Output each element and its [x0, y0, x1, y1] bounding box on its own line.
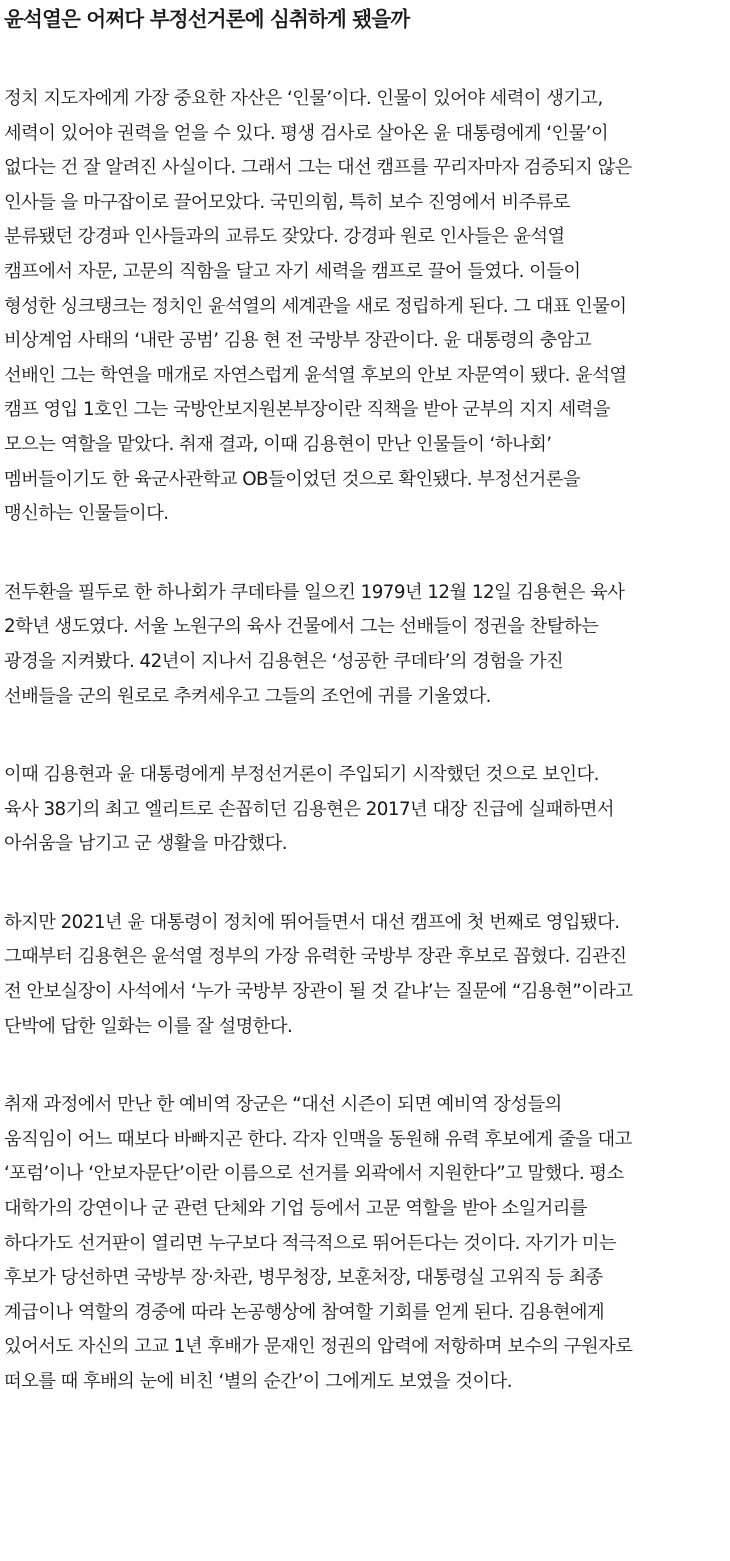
paragraph-line: 광경을 지켜봤다. 42년이 지나서 김용현은 ‘성공한 쿠데타’의 경험을 가진: [4, 650, 564, 672]
paragraph-line: 그때부터 김용현은 윤석열 정부의 가장 유력한 국방부 장관 후보로 꼽혔다. 김관진: [4, 946, 627, 968]
article-paragraph: [4, 576, 724, 714]
paragraph-line: 떠오를 때 후배의 눈에 비친 ‘별의 순간’이 그에게도 보였을 것이다.: [4, 1371, 512, 1392]
paragraph-line: 2학년 생도였다. 서울 노원구의 육사 건물에서 그는 선배들이 정권을 찬탈하는: [4, 616, 599, 638]
paragraph-line: 모으는 역할을 맡았다. 취재 결과, 이때 김용현이 만난 인물들이 ‘하나회’: [4, 433, 552, 455]
paragraph-line: 이때 김용현과 윤 대통령에게 부정선거론이 주입되기 시작했던 것으로 보인다.: [4, 764, 599, 786]
paragraph-line: 비상계엄 사태의 ‘내란 공범’ 김용 현 전 국방부 장관이다. 윤 대통령의 충암고: [4, 330, 591, 352]
paragraph-line: 하지만 2021년 윤 대통령이 정치에 뛰어들면서 대선 캠프에 첫 번째로 영입됐다.: [4, 911, 620, 933]
paragraph-line: 후보가 당선하면 국방부 장·차관, 병무청장, 보훈처장, 대통령실 고위직 등 최종: [4, 1267, 603, 1289]
paragraph-line: 단박에 답한 일화는 이를 잘 설명한다.: [4, 1015, 293, 1037]
paragraph-line: 대학가의 강연이나 군 관련 단체와 기업 등에서 고문 역할을 받아 소일거리를: [4, 1198, 588, 1220]
paragraph-line: 선배인 그는 학연을 매개로 자연스럽게 윤석열 후보의 안보 자문역이 됐다. 윤석열: [4, 364, 627, 386]
article-body: [4, 82, 724, 1400]
paragraph-line: 있어서도 자신의 고교 1년 후배가 문재인 정권의 압력에 저항하며 보수의 구원자로: [4, 1336, 633, 1358]
paragraph-line: 정치 지도자에게 가장 중요한 자산은 ‘인물’이다. 인물이 있어야 세력이 생기고,: [4, 88, 603, 109]
paragraph-line: 세력이 있어야 권력을 얻을 수 있다. 평생 검사로 살아온 윤 대통령에게 ‘인물’이: [4, 122, 609, 144]
paragraph-line: 육사 38기의 최고 엘리트로 손꼽히던 김용현은 2017년 대장 진급에 실패하면서: [4, 798, 615, 820]
paragraph-line: 전두환을 필두로 한 하나회가 쿠데타를 일으킨 1979년 12월 12일 김용현은 육사: [4, 581, 625, 603]
paragraph-line: 캠프 영입 1호인 그는 국방안보지원본부장이란 직책을 받아 군부의 지지 세력을: [4, 399, 610, 421]
paragraph-line: 취재 과정에서 만난 한 예비역 장군은 “대선 시즌이 되면 예비역 장성들의: [4, 1094, 562, 1116]
paragraph-line: 하다가도 선거판이 열리면 누구보다 적극적으로 뛰어든다는 것이다. 자기가 미는: [4, 1232, 616, 1254]
paragraph-line: 형성한 싱크탱크는 정치인 윤석열의 세계관을 새로 정립하게 된다. 그 대표 인물이: [4, 295, 627, 317]
article-paragraph: [4, 906, 724, 1044]
article-paragraph: [4, 1088, 724, 1399]
paragraph-line: 아쉬움을 남기고 군 생활을 마감했다.: [4, 833, 287, 855]
paragraph-line: 움직임이 어느 때보다 바빠지곤 한다. 각자 인맥을 동원해 유력 후보에게 줄을 대고: [4, 1128, 632, 1150]
paragraph-line: ‘포럼’이나 ‘안보자문단’이란 이름으로 선거를 외곽에서 지원한다”고 말했다. 평소: [4, 1163, 624, 1185]
paragraph-line: 인사들 을 마구잡이로 끌어모았다. 국민의힘, 특히 보수 진영에서 비주류로: [4, 191, 570, 213]
paragraph-line: 없다는 건 잘 알려진 사실이다. 그래서 그는 대선 캠프를 꾸리자마자 검증되지 않은: [4, 157, 632, 179]
article-paragraph: [4, 758, 724, 862]
paragraph-line: 캠프에서 자문, 고문의 직함을 달고 자기 세력을 캠프로 끌어 들였다. 이들이: [4, 260, 581, 282]
article-title: 윤석열은 어쩌다 부정선거론에 심취하게 됐을까: [4, 7, 410, 31]
paragraph-line: 전 안보실장이 사석에서 ‘누가 국방부 장관이 될 것 같냐’는 질문에 “김용현”이라고: [4, 981, 633, 1003]
paragraph-line: 분류됐던 강경파 인사들과의 교류도 잦았다. 강경파 원로 인사들은 윤석열: [4, 226, 565, 248]
paragraph-line: 맹신하는 인물들이다.: [4, 503, 169, 525]
paragraph-line: 계급이나 역할의 경중에 따라 논공행상에 참여할 기회를 얻게 된다. 김용현에게: [4, 1301, 605, 1323]
article-paragraph: [4, 82, 724, 532]
paragraph-line: 멤버들이기도 한 육군사관학교 OB들이었던 것으로 확인됐다. 부정선거론을: [4, 468, 580, 490]
paragraph-line: 선배들을 군의 원로로 추켜세우고 그들의 조언에 귀를 기울였다.: [4, 685, 491, 707]
